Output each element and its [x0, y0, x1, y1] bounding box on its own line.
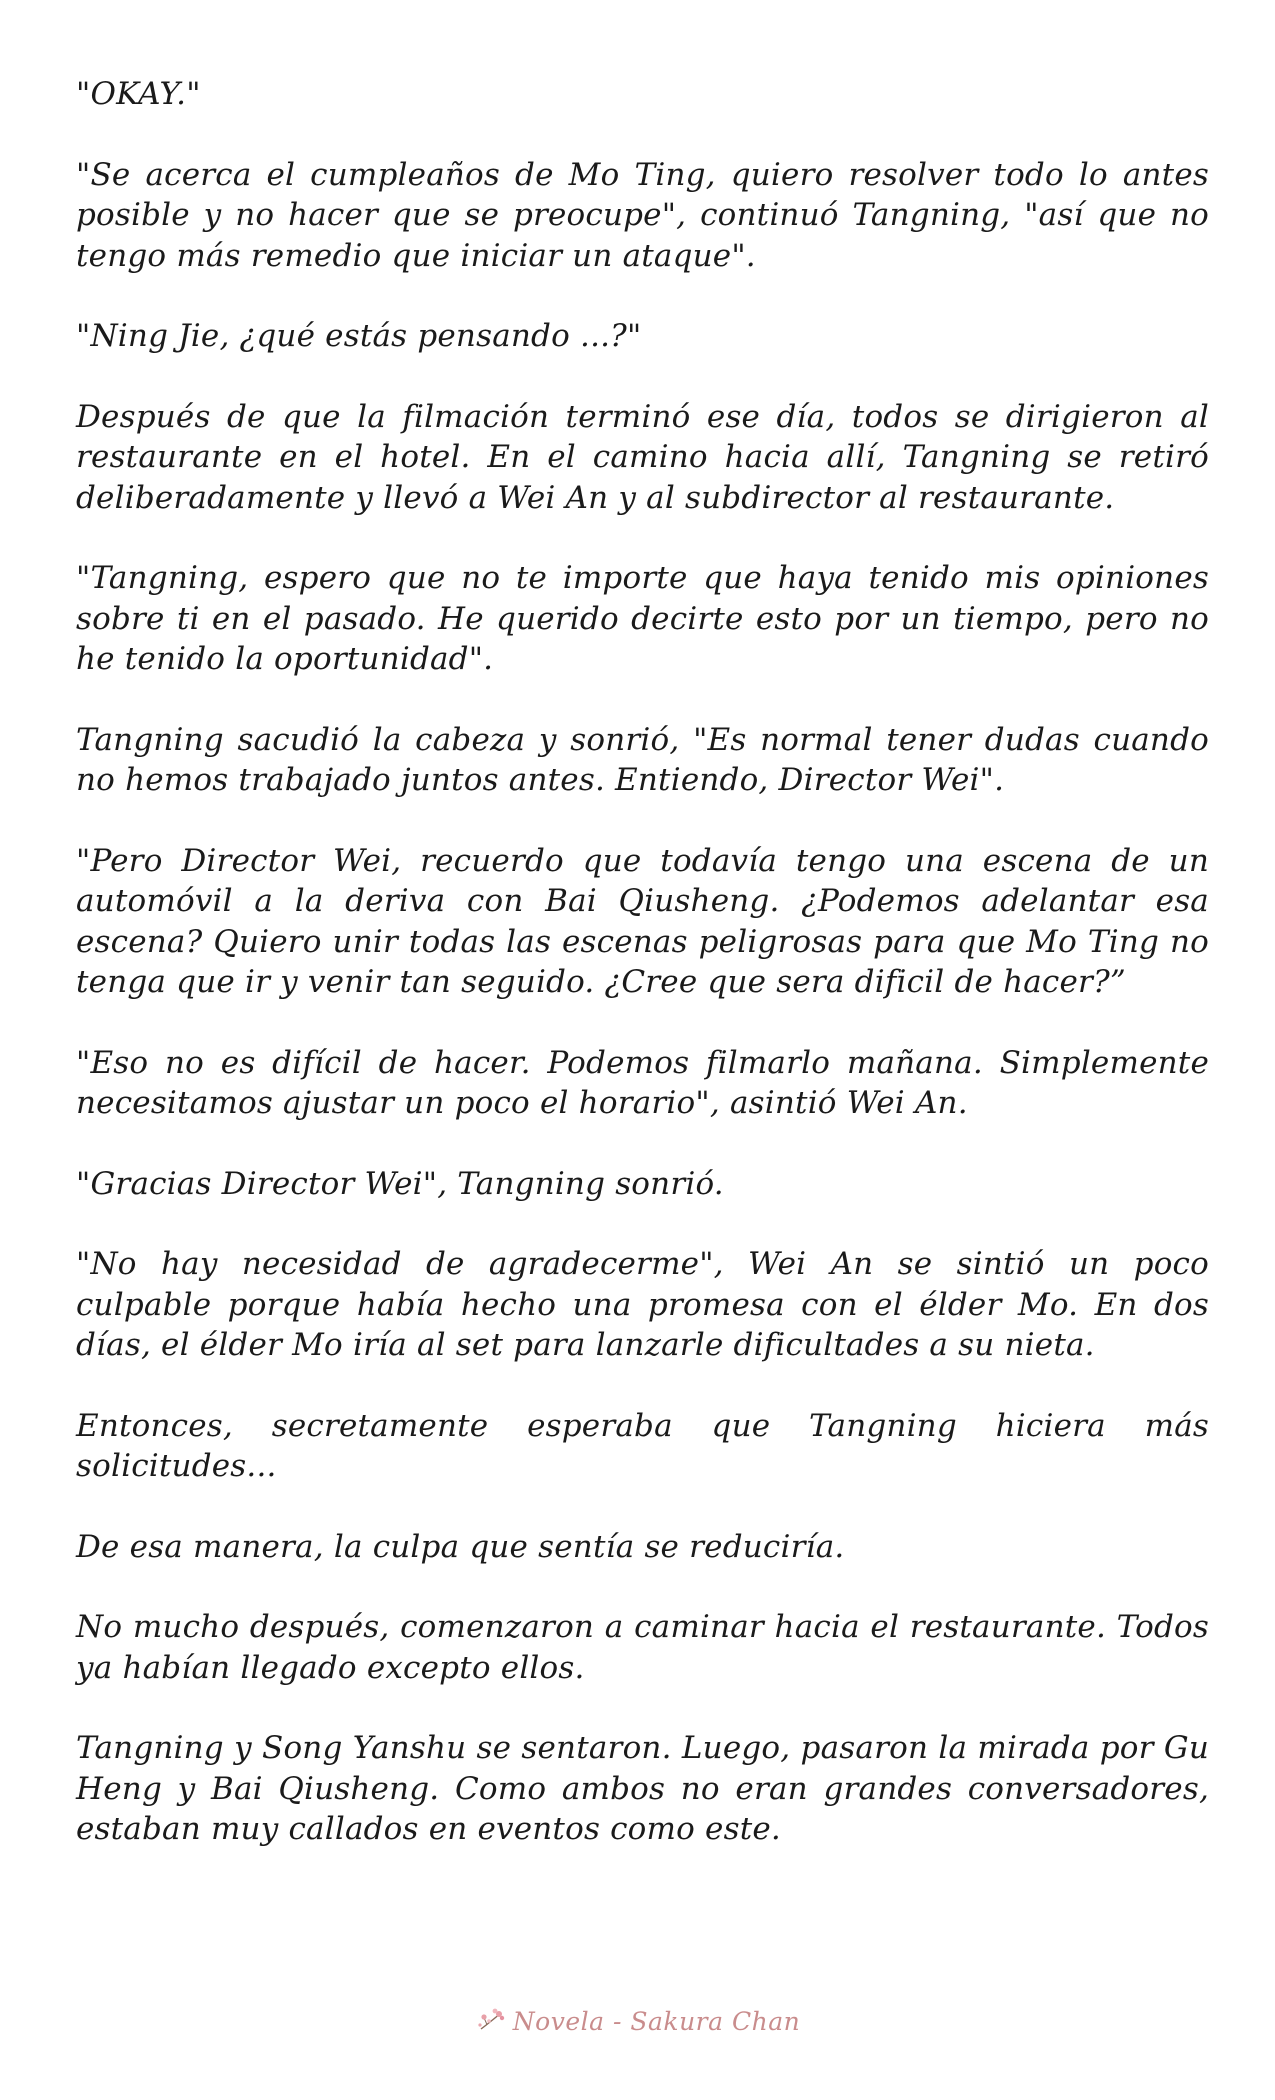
paragraph: Tangning sacudió la cabeza y sonrió, "Es normal tener dudas cuando no hemos trabajado juntos antes. Entiendo, Director Wei".	[76, 721, 1209, 798]
paragraph: De esa manera, la culpa que sentía se reduciría.	[76, 1528, 845, 1565]
footer-watermark	[0, 1998, 1275, 2044]
paragraph: "Se acerca el cumpleaños de Mo Ting, quiero resolver todo lo antes posible y no hacer que se preocupe", continuó Tangning, "así que no tengo más remedio que iniciar un ataque".	[76, 156, 1209, 274]
paragraph: No mucho después, comenzaron a caminar hacia el restaurante. Todos ya habían llegado excepto ellos.	[76, 1609, 1209, 1686]
paragraph: "Tangning, espero que no te importe que haya tenido mis opiniones sobre ti en el pasado. He querido decirte esto por un tiempo, pero no he tenido la oportunidad".	[76, 560, 1209, 677]
sakura-blossom-icon	[475, 2005, 507, 2037]
paragraph: "Ning Jie, ¿qué estás pensando ...?"	[76, 318, 642, 354]
paragraph: Entonces, secretamente esperaba que Tangning hiciera más solicitudes...	[76, 1407, 1209, 1484]
paragraph: Tangning y Song Yanshu se sentaron. Luego, pasaron la mirada por Gu Heng y Bai Qiusheng. Como ambos no eran grandes conversadores, estaban muy callados en eventos como este.	[76, 1730, 1209, 1847]
text-column	[76, 74, 1209, 1890]
paragraph: "No hay necesidad de agradecerme", Wei An se sintió un poco culpable porque había hecho una promesa con el élder Mo. En dos días, el élder Mo iría al set para lanzarle dificultades a su nieta.	[76, 1246, 1209, 1363]
paragraph: "Eso no es difícil de hacer. Podemos filmarlo mañana. Simplemente necesitamos ajustar un poco el horario", asintió Wei An.	[76, 1044, 1209, 1121]
paragraph: Después de que la filmación terminó ese día, todos se dirigieron al restaurante en el hotel. En el camino hacia allí, Tangning se retiró deliberadamente y llevó a Wei An y al subdirector al restaurante.	[76, 398, 1209, 516]
footer-text: Novela - Sakura Chan	[512, 2006, 801, 2036]
paragraph: "OKAY."	[76, 76, 201, 112]
paragraph: "Pero Director Wei, recuerdo que todavía tengo una escena de un automóvil a la deriva con Bai Qiusheng. ¿Podemos adelantar esa escena? Quiero unir todas las escenas peligrosas para que Mo Ting no tenga que ir y venir tan seguido. ¿Cree que sera dificil de hacer?”	[76, 842, 1209, 1000]
paragraph: "Gracias Director Wei", Tangning sonrió.	[76, 1165, 724, 1202]
